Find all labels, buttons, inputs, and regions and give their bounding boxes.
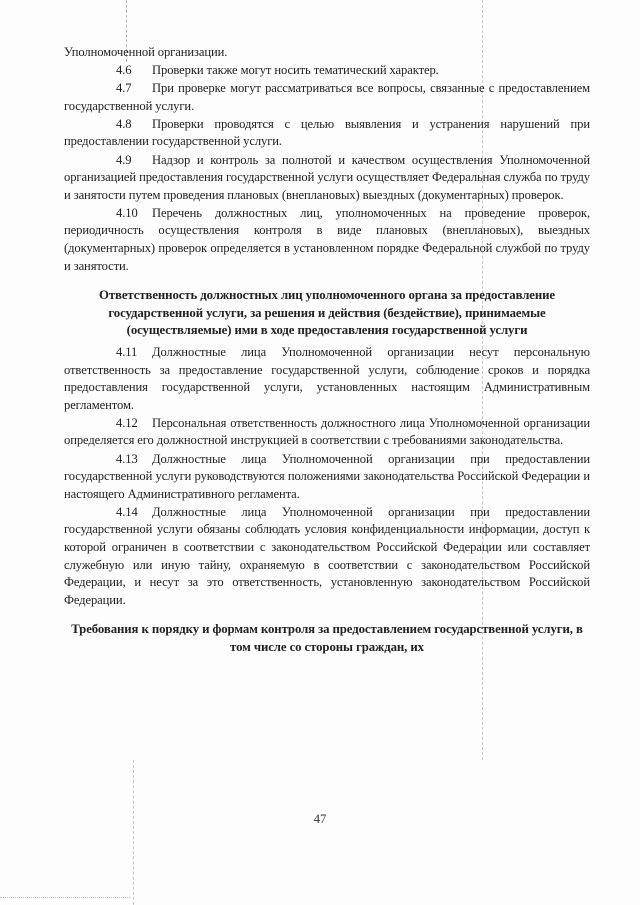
- paragraph-number: 4.8: [116, 116, 132, 131]
- paragraph-number: 4.13: [116, 451, 138, 466]
- paragraph-text: Должностные лица Уполномоченной организации при предоставлении государственной услуги руководствуются положениями законодательства Российской Федерации и настоящего Административного регламента.: [64, 451, 590, 501]
- lead-fragment: Уполномоченной организации.: [64, 45, 228, 59]
- scan-artifact-line: [0, 897, 130, 898]
- paragraph-number: 4.9: [116, 152, 132, 167]
- paragraph-text: Перечень должностных лиц, уполномоченных на проведение проверок, периодичность осуществления контроля в виде плановых (внеплановых), выездных (документарных) проверок определяется в установленном порядке Федеральной службой по труду и занятости.: [64, 205, 590, 273]
- paragraph-text: Проверки также могут носить тематический характер.: [152, 63, 439, 78]
- paragraph-text: Персональная ответственность должностного лица Уполномоченной организации определяется его должностной инструкцией в соответствии с требованиями законодательства.: [64, 415, 590, 448]
- paragraph-number: 4.12: [116, 415, 138, 430]
- paragraph-4-9: [64, 152, 590, 205]
- paragraph-number: 4.10: [116, 205, 138, 220]
- page-number: 47: [313, 812, 327, 826]
- paragraph-4-13: [64, 451, 590, 504]
- paragraph-4-10: [64, 205, 590, 275]
- section-heading: Ответственность должностных лиц уполномоченного органа за предоставление государственной услуги, за решения и действия (бездействие), принимаемые (осуществляемые) ими в ходе предоставления государственной услуги: [98, 288, 555, 338]
- paragraph-4-7: [64, 80, 590, 115]
- paragraph-4-6: [64, 62, 590, 80]
- paragraph-4-11: [64, 344, 590, 414]
- scan-artifact-line: [133, 760, 134, 905]
- paragraph-number: 4.6: [116, 63, 132, 78]
- paragraph-number: 4.7: [116, 81, 132, 96]
- paragraph-text: При проверке могут рассматриваться все вопросы, связанные с предоставлением государственной услуги.: [64, 81, 590, 113]
- paragraph-text: Должностные лица Уполномоченной организации несут персональную ответственность за предоставление государственной услуги, соблюдение сроков и порядка предоставления государственной услуги, установленных настоящим Административным регламентом.: [64, 345, 590, 412]
- paragraph-text: Должностные лица Уполномоченной организации при предоставлении государственной услуги обязаны соблюдать условия конфиденциальности информации, доступ к которой ограничен в соответствии с законодательством Российской Федерации или составляет служебную или иную тайну, охраняемую в соответствии с законодательством Российской Федерации, и несут за это ответственность, установленную законодательством Российской Федерации.: [64, 504, 590, 607]
- section-heading: Требования к порядку и формам контроля за предоставлением государственной услуги, в том числе со стороны граждан, их: [71, 622, 583, 654]
- paragraph-number: 4.11: [116, 345, 138, 359]
- paragraph-4-12: [64, 415, 590, 450]
- paragraph-text: Надзор и контроль за полнотой и качеством осуществления Уполномоченной организацией предоставления государственной услуги осуществляет Федеральная служба по труду и занятости путем проведения плановых (внеплановых) выездных (документарных) проверок.: [64, 152, 590, 202]
- paragraph-4-14: [64, 504, 590, 610]
- paragraph-4-8: [64, 116, 590, 151]
- paragraph-text: Проверки проводятся с целью выявления и устранения нарушений при предоставлении государственной услуги.: [64, 116, 590, 149]
- document-body: [64, 44, 590, 661]
- paragraph-number: 4.14: [116, 504, 138, 519]
